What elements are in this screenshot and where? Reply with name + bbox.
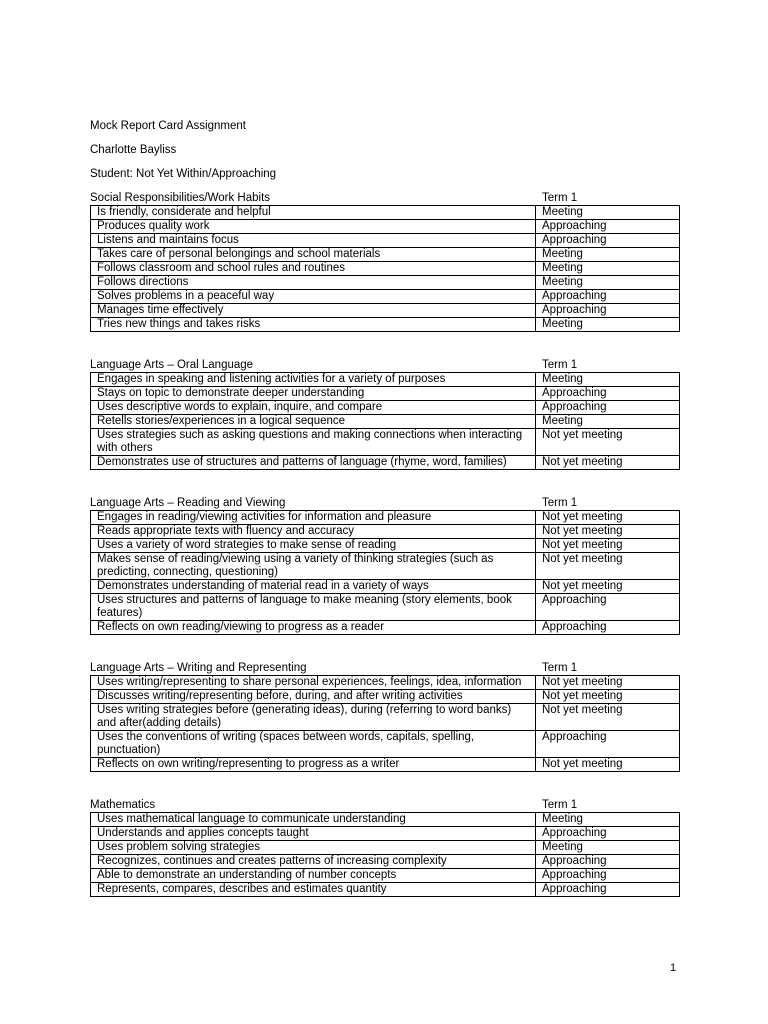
rating-cell: Meeting (536, 415, 680, 429)
table-row (91, 373, 680, 387)
skill-cell: Demonstrates understanding of material read in a variety of ways (91, 580, 536, 594)
skill-cell: Produces quality work (91, 220, 536, 234)
table-row (91, 553, 680, 580)
grades-table (90, 675, 680, 772)
skill-cell: Stays on topic to demonstrate deeper understanding (91, 387, 536, 401)
section-header (90, 358, 680, 372)
skill-cell: Recognizes, continues and creates patterns of increasing complexity (91, 855, 536, 869)
rating-cell: Approaching (536, 621, 680, 635)
section-heading: Mathematics (90, 799, 156, 811)
table-row (91, 580, 680, 594)
skill-cell: Retells stories/experiences in a logical sequence (91, 415, 536, 429)
rating-cell: Approaching (536, 387, 680, 401)
table-row (91, 704, 680, 731)
table-row (91, 206, 680, 220)
table-row (91, 813, 680, 827)
rating-cell: Not yet meeting (536, 690, 680, 704)
table-row (91, 525, 680, 539)
rating-cell: Not yet meeting (536, 525, 680, 539)
table-row (91, 731, 680, 758)
rating-cell: Meeting (536, 841, 680, 855)
skill-cell: Listens and maintains focus (91, 234, 536, 248)
section-heading: Language Arts – Reading and Viewing (90, 497, 286, 509)
table-row (91, 511, 680, 525)
section (90, 358, 680, 470)
section-heading: Social Responsibilities/Work Habits (90, 192, 271, 204)
rating-cell: Meeting (536, 276, 680, 290)
sections-container (90, 191, 680, 897)
table-row (91, 539, 680, 553)
table-row (91, 429, 680, 456)
table-row (91, 248, 680, 262)
section-header (90, 798, 680, 812)
rating-cell: Not yet meeting (536, 539, 680, 553)
rating-cell: Approaching (536, 401, 680, 415)
term-label: Term 1 (542, 799, 578, 811)
rating-cell: Approaching (536, 290, 680, 304)
skill-cell: Takes care of personal belongings and school materials (91, 248, 536, 262)
rating-cell: Not yet meeting (536, 511, 680, 525)
table-row (91, 318, 680, 332)
skill-cell: Makes sense of reading/viewing using a variety of thinking strategies (such as predicting, connecting, questioning) (91, 553, 536, 580)
rating-cell: Meeting (536, 248, 680, 262)
term-label: Term 1 (542, 662, 578, 674)
table-row (91, 387, 680, 401)
table-row (91, 827, 680, 841)
skill-cell: Reads appropriate texts with fluency and accuracy (91, 525, 536, 539)
rating-cell: Approaching (536, 827, 680, 841)
rating-cell: Not yet meeting (536, 553, 680, 580)
table-row (91, 220, 680, 234)
table-row (91, 883, 680, 897)
section-header (90, 661, 680, 675)
rating-cell: Meeting (536, 262, 680, 276)
table-row (91, 869, 680, 883)
section-heading: Language Arts – Writing and Representing (90, 662, 307, 674)
table-row (91, 841, 680, 855)
student-level: Student: Not Yet Within/Approaching (90, 168, 277, 180)
skill-cell: Understands and applies concepts taught (91, 827, 536, 841)
rating-cell: Meeting (536, 373, 680, 387)
skill-cell: Uses writing strategies before (generating ideas), during (referring to word banks) and after(adding details) (91, 704, 536, 731)
table-row (91, 276, 680, 290)
skill-cell: Demonstrates use of structures and patterns of language (rhyme, word, families) (91, 456, 536, 470)
grades-table (90, 510, 680, 635)
table-row (91, 262, 680, 276)
rating-cell: Meeting (536, 813, 680, 827)
table-row (91, 234, 680, 248)
skill-cell: Uses the conventions of writing (spaces between words, capitals, spelling, punctuation) (91, 731, 536, 758)
rating-cell: Approaching (536, 869, 680, 883)
skill-cell: Reflects on own writing/representing to progress as a writer (91, 758, 536, 772)
author-name: Charlotte Bayliss (90, 144, 177, 156)
table-row (91, 855, 680, 869)
skill-cell: Uses mathematical language to communicate understanding (91, 813, 536, 827)
document-title: Mock Report Card Assignment (90, 120, 246, 132)
skill-cell: Uses strategies such as asking questions and making connections when interacting with others (91, 429, 536, 456)
grades-table (90, 205, 680, 332)
section (90, 661, 680, 772)
table-row (91, 456, 680, 470)
skill-cell: Uses a variety of word strategies to make sense of reading (91, 539, 536, 553)
table-row (91, 290, 680, 304)
section-heading: Language Arts – Oral Language (90, 359, 254, 371)
skill-cell: Uses problem solving strategies (91, 841, 536, 855)
rating-cell: Not yet meeting (536, 429, 680, 456)
section-header (90, 191, 680, 205)
term-label: Term 1 (542, 497, 578, 509)
rating-cell: Approaching (536, 731, 680, 758)
table-row (91, 758, 680, 772)
rating-cell: Approaching (536, 855, 680, 869)
rating-cell: Not yet meeting (536, 456, 680, 470)
skill-cell: Tries new things and takes risks (91, 318, 536, 332)
skill-cell: Manages time effectively (91, 304, 536, 318)
page-number: 1 (670, 962, 677, 974)
table-row (91, 304, 680, 318)
rating-cell: Meeting (536, 318, 680, 332)
skill-cell: Reflects on own reading/viewing to progress as a reader (91, 621, 536, 635)
skill-cell: Represents, compares, describes and estimates quantity (91, 883, 536, 897)
rating-cell: Approaching (536, 883, 680, 897)
rating-cell: Approaching (536, 220, 680, 234)
grades-table (90, 372, 680, 470)
section-header (90, 496, 680, 510)
section (90, 798, 680, 897)
report-card (90, 118, 680, 923)
rating-cell: Not yet meeting (536, 676, 680, 690)
table-row (91, 415, 680, 429)
skill-cell: Uses structures and patterns of language to make meaning (story elements, book features) (91, 594, 536, 621)
rating-cell: Not yet meeting (536, 580, 680, 594)
table-row (91, 621, 680, 635)
rating-cell: Approaching (536, 234, 680, 248)
skill-cell: Engages in speaking and listening activities for a variety of purposes (91, 373, 536, 387)
table-row (91, 401, 680, 415)
table-row (91, 594, 680, 621)
skill-cell: Able to demonstrate an understanding of number concepts (91, 869, 536, 883)
rating-cell: Approaching (536, 594, 680, 621)
skill-cell: Follows directions (91, 276, 536, 290)
skill-cell: Discusses writing/representing before, during, and after writing activities (91, 690, 536, 704)
section (90, 496, 680, 635)
rating-cell: Meeting (536, 206, 680, 220)
term-label: Term 1 (542, 359, 578, 371)
rating-cell: Approaching (536, 304, 680, 318)
section (90, 191, 680, 332)
rating-cell: Not yet meeting (536, 704, 680, 731)
skill-cell: Solves problems in a peaceful way (91, 290, 536, 304)
skill-cell: Engages in reading/viewing activities for information and pleasure (91, 511, 536, 525)
table-row (91, 690, 680, 704)
skill-cell: Follows classroom and school rules and routines (91, 262, 536, 276)
skill-cell: Uses writing/representing to share personal experiences, feelings, idea, information (91, 676, 536, 690)
rating-cell: Not yet meeting (536, 758, 680, 772)
table-row (91, 676, 680, 690)
skill-cell: Is friendly, considerate and helpful (91, 206, 536, 220)
skill-cell: Uses descriptive words to explain, inquire, and compare (91, 401, 536, 415)
term-label: Term 1 (542, 192, 578, 204)
grades-table (90, 812, 680, 897)
